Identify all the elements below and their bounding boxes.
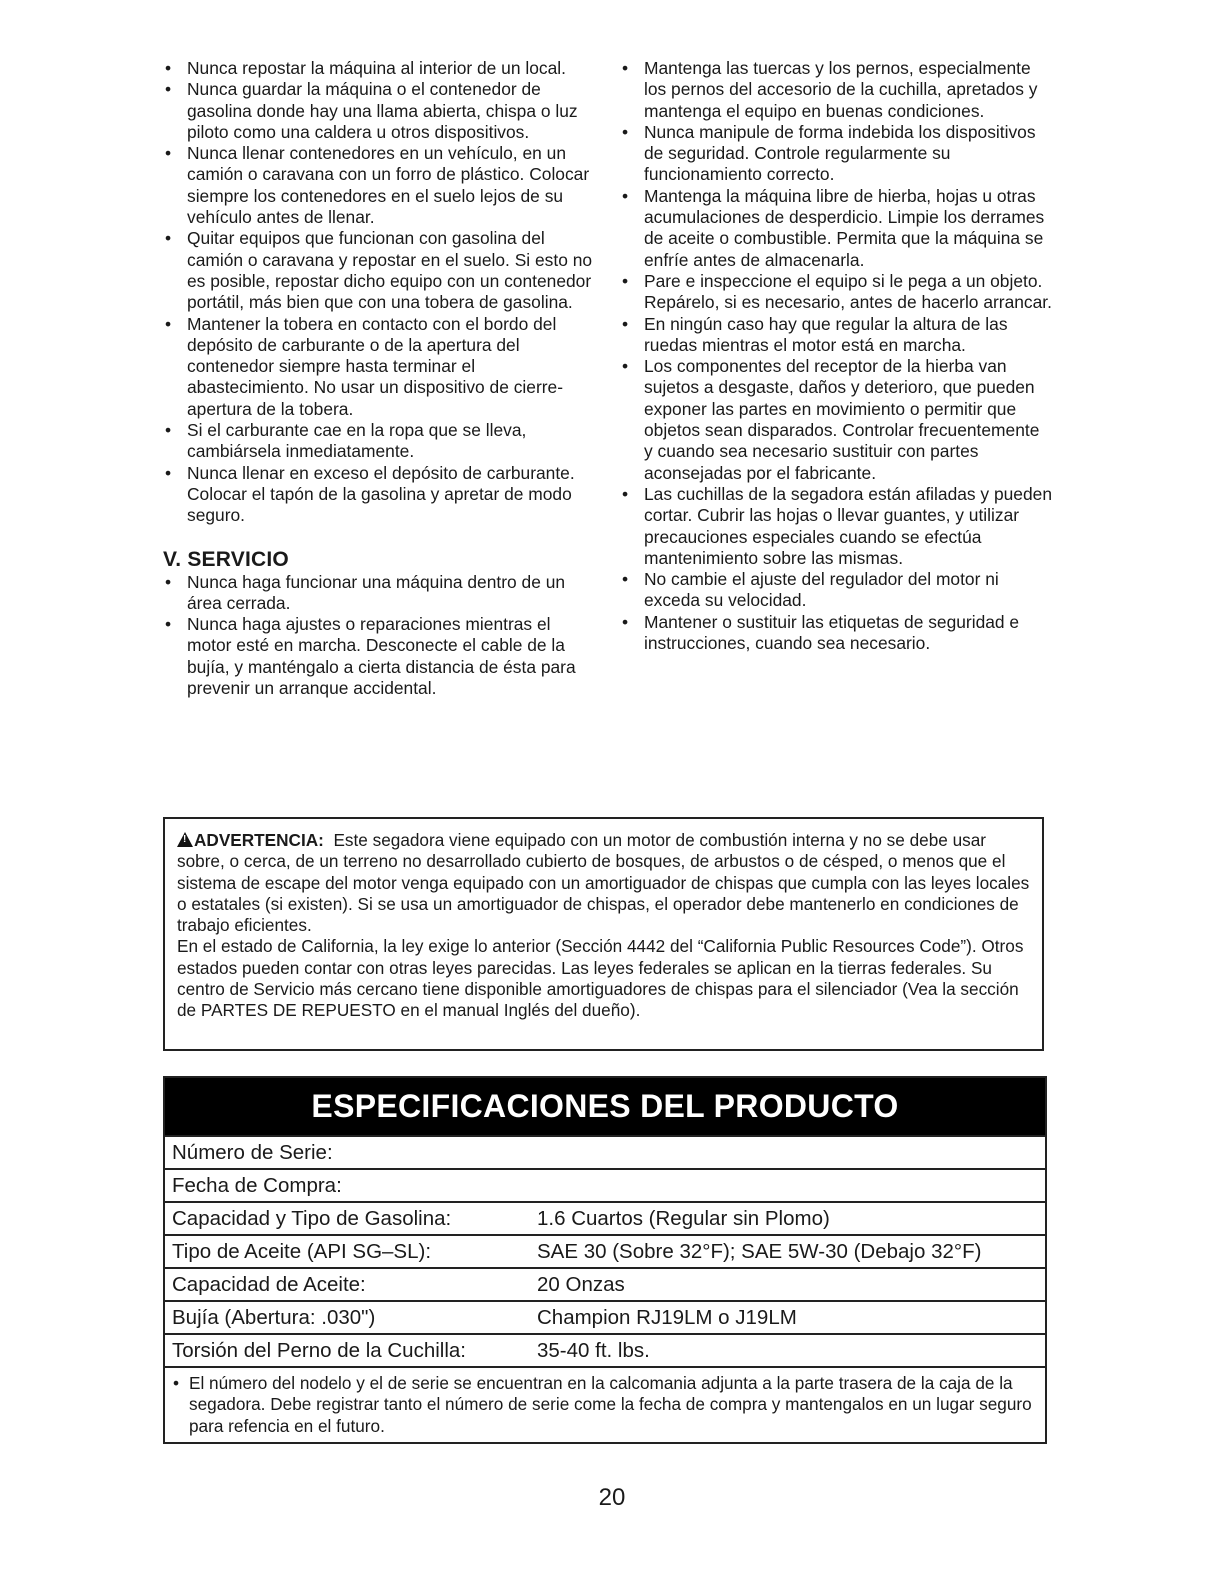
table-row (165, 1300, 1045, 1333)
table-row (165, 1333, 1045, 1366)
right-column (620, 58, 1052, 654)
spec-label: Número de Serie: (172, 1141, 333, 1164)
list-item: • Nunca repostar la máquina al interior de un local. (163, 58, 595, 79)
list-item: • Mantenga la máquina libre de hierba, hojas u otras acumulaciones de desperdicio. Limpie los derrames de aceite o combustible. Permita que la máquina se enfríe antes de almacenarla. (620, 186, 1052, 271)
list-item: • Nunca haga funcionar una máquina dentro de un área cerrada. (163, 572, 595, 615)
fueling-safety-list (163, 58, 595, 527)
spec-label: Fecha de Compra: (172, 1174, 342, 1197)
list-item: • Mantener la tobera en contacto con el bordo del depósito de carburante o de la apertura del contenedor siempre hasta terminar el abastecimiento. No usar un dispositivo de cierre-apertura de la tobera. (163, 314, 595, 420)
list-item: • En ningún caso hay que regular la altura de las ruedas mientras el motor está en marcha. (620, 314, 1052, 357)
table-row (165, 1201, 1045, 1234)
table-row (165, 1168, 1045, 1201)
spec-value: Champion RJ19LM o J19LM (537, 1306, 797, 1329)
warning-paragraph (177, 830, 1030, 936)
list-item: • No cambie el ajuste del regulador del motor ni exceda su velocidad. (620, 569, 1052, 612)
warning-text: Este segadora viene equipado con un motor de combustión interna y no se debe usar sobre, o cerca, de un terreno no desarrollado cubierto de bosques, de arbustos o de césped, o menos que el sistema de escape del motor venga equipado con un amortiguador de chispas que cumpla con las leyes locales o estatales (si existen). Si se usa un amortiguador de chispas, el operador debe mantenerlo en condiciones de trabajo eficientes. (177, 830, 1030, 936)
warning-label: ADVERTENCIA: (194, 830, 324, 850)
list-item: • Las cuchillas de la segadora están afiladas y pueden cortar. Cubrir las hojas o llevar guantes, y utilizar precauciones especiales cuando se efectúa mantenimiento sobre las mismas. (620, 484, 1052, 569)
left-column (163, 58, 595, 699)
warning-paragraph-california: En el estado de California, la ley exige lo anterior (Sección 4442 del “California Public Resources Code”). Otros estados pueden contar con otras leyes parecidas. Las leyes federales se aplican en la tierras federales. Su centro de Servicio más cercano tiene disponible amortiguadores de chispas para el silenciador (Vea la sección de PARTES DE REPUESTO en el manual Inglés del dueño). (177, 936, 1024, 1021)
table-row (165, 1234, 1045, 1267)
warning-box (163, 817, 1044, 1051)
spec-value: 35-40 ft. lbs. (537, 1339, 650, 1362)
spec-value: 20 Onzas (537, 1273, 625, 1296)
specifications-title: ESPECIFICACIONES DEL PRODUCTO (165, 1078, 1045, 1135)
table-row (165, 1267, 1045, 1300)
spec-value: 1.6 Cuartos (Regular sin Plomo) (537, 1207, 830, 1230)
product-specifications-table (163, 1076, 1047, 1444)
list-item: • Mantener o sustituir las etiquetas de seguridad e instrucciones, cuando sea necesario. (620, 612, 1052, 655)
list-item: • Si el carburante cae en la ropa que se lleva, cambiársela inmediatamente. (163, 420, 595, 463)
spec-label: Torsión del Perno de la Cuchilla: (172, 1339, 466, 1362)
section-title: V. SERVICIO (163, 547, 289, 571)
specifications-note (165, 1366, 1045, 1437)
list-item: • Nunca manipule de forma indebida los dispositivos de seguridad. Controle regularmente su funcionamiento correcto. (620, 122, 1052, 186)
service-list (163, 572, 595, 700)
spec-label: Capacidad y Tipo de Gasolina: (172, 1207, 452, 1230)
list-item: • El número del nodelo y el de serie se encuentran en la calcomania adjunta a la parte trasera de la caja de la segadora. Debe registrar tanto el número de serie come la fecha de compra y mantengalos en un lugar seguro para refencia en el futuro. (173, 1373, 1035, 1437)
list-item: • Nunca haga ajustes o reparaciones mientras el motor esté en marcha. Desconecte el cable de la bujía, y manténgalo a cierta distancia de ésta para prevenir un arranque accidental. (163, 614, 595, 699)
page-number: 20 (598, 1484, 626, 1511)
spec-value: SAE 30 (Sobre 32°F); SAE 5W-30 (Debajo 32°F) (537, 1240, 982, 1263)
list-item: • Pare e inspeccione el equipo si le pega a un objeto. Repárelo, si es necesario, antes de hacerlo arrancar. (620, 271, 1052, 314)
table-row (165, 1135, 1045, 1168)
spec-label: Bujía (Abertura: .030") (172, 1306, 376, 1329)
list-item: • Nunca guardar la máquina o el contenedor de gasolina donde hay una llama abierta, chispa o luz piloto como una caldera u otros dispositivos. (163, 79, 595, 143)
list-item: • Nunca llenar contenedores en un vehículo, en un camión o caravana con un forro de plástico. Colocar siempre los contenedores en el suelo lejos de su vehículo antes de llenar. (163, 143, 595, 228)
maintenance-safety-list (620, 58, 1052, 654)
spec-label: Capacidad de Aceite: (172, 1273, 366, 1296)
list-item: • Mantenga las tuercas y los pernos, especialmente los pernos del accesorio de la cuchilla, apretados y mantenga el equipo en buenas condiciones. (620, 58, 1052, 122)
spec-label: Tipo de Aceite (API SG–SL): (172, 1240, 432, 1263)
list-item: • Nunca llenar en exceso el depósito de carburante. Colocar el tapón de la gasolina y apretar de modo seguro. (163, 463, 595, 527)
warning-triangle-icon (177, 832, 193, 847)
list-item: • Quitar equipos que funcionan con gasolina del camión o caravana y repostar en el suelo. Si esto no es posible, repostar dicho equipo con un contenedor portátil, más bien que con una tobera de gasolina. (163, 228, 595, 313)
list-item: • Los componentes del receptor de la hierba van sujetos a desgaste, daños y deterioro, que pueden exponer las partes en movimiento o permitir que objetos sean disparados. Controlar frecuentemente y cuando sea necesario sustituir con partes aconsejadas por el fabricante. (620, 356, 1052, 484)
